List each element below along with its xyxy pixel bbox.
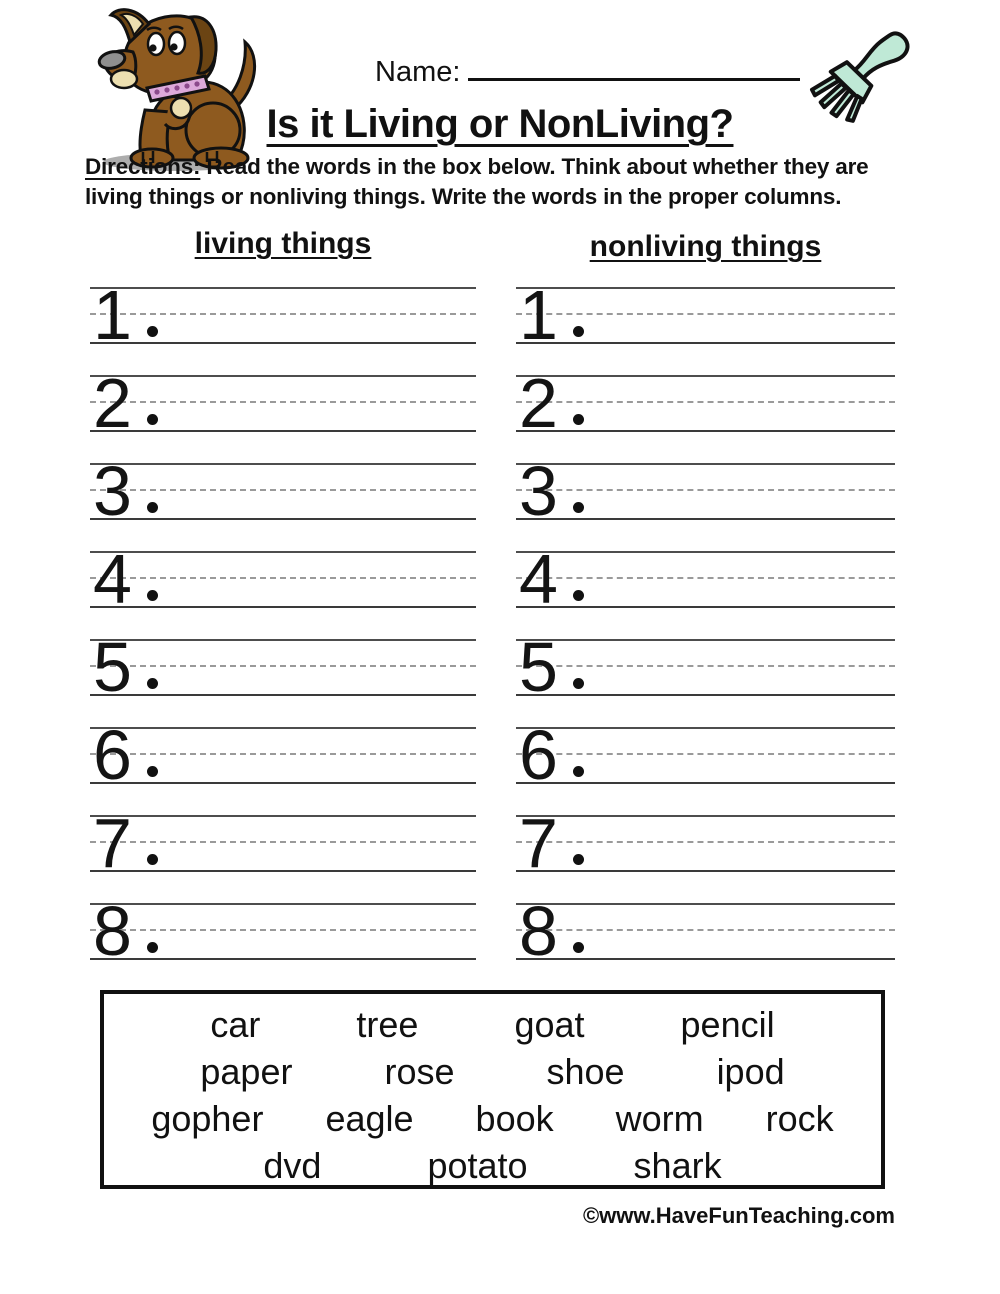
dashed-midline xyxy=(90,753,476,755)
writing-line-row xyxy=(516,540,895,618)
word-bank-word: tree xyxy=(356,1003,419,1045)
dashed-midline xyxy=(516,841,895,843)
dashed-midline xyxy=(516,313,895,315)
page-title: Is it Living or NonLiving? xyxy=(266,102,734,146)
writing-line-row xyxy=(90,716,476,794)
number-period-dot xyxy=(147,326,158,337)
number-period-dot xyxy=(573,942,584,953)
directions-line-1: Read the words in the box below. Think about whether they are xyxy=(206,154,869,179)
dashed-midline xyxy=(90,313,476,315)
writing-line-row xyxy=(516,452,895,530)
writing-line-row xyxy=(90,364,476,442)
number-period-dot xyxy=(147,942,158,953)
dashed-midline xyxy=(90,577,476,579)
number-period-dot xyxy=(573,326,584,337)
dashed-midline xyxy=(516,753,895,755)
row-number: 7 xyxy=(93,804,132,882)
writing-line-row xyxy=(90,540,476,618)
row-number: 5 xyxy=(93,628,132,706)
dashed-midline xyxy=(516,577,895,579)
word-bank-word: eagle xyxy=(325,1097,414,1139)
writing-line-row xyxy=(516,364,895,442)
number-period-dot xyxy=(573,414,584,425)
nonliving-things-header: nonliving things xyxy=(589,230,822,263)
row-number: 2 xyxy=(93,364,132,442)
row-number: 1 xyxy=(519,276,558,354)
writing-line-row xyxy=(90,276,476,354)
number-period-dot xyxy=(147,502,158,513)
row-number: 7 xyxy=(519,804,558,882)
dog-icon xyxy=(95,2,280,174)
dashed-midline xyxy=(516,665,895,667)
dashed-midline xyxy=(90,841,476,843)
directions-line-2: living things or nonliving things. Write the words in the proper columns. xyxy=(85,184,842,209)
writing-line-row xyxy=(516,276,895,354)
word-bank-word: shoe xyxy=(546,1050,625,1092)
writing-line-row xyxy=(90,804,476,882)
word-bank-row xyxy=(104,1048,881,1095)
writing-line-row xyxy=(516,716,895,794)
dashed-midline xyxy=(516,489,895,491)
number-period-dot xyxy=(573,678,584,689)
dashed-midline xyxy=(516,929,895,931)
living-things-rows xyxy=(90,276,476,970)
number-period-dot xyxy=(573,502,584,513)
word-bank-word: dvd xyxy=(263,1144,322,1186)
row-number: 1 xyxy=(93,276,132,354)
word-bank-row xyxy=(104,1142,881,1189)
nonliving-things-rows xyxy=(516,276,895,970)
row-number: 6 xyxy=(93,716,132,794)
number-period-dot xyxy=(573,590,584,601)
name-label: Name: xyxy=(375,56,461,88)
number-period-dot xyxy=(573,766,584,777)
word-bank-word: rose xyxy=(384,1050,455,1092)
row-number: 8 xyxy=(93,892,132,970)
writing-line-row xyxy=(90,892,476,970)
number-period-dot xyxy=(147,590,158,601)
directions-text xyxy=(85,152,900,212)
dog-clipart-icon xyxy=(95,2,280,174)
word-bank-word: goat xyxy=(514,1003,585,1045)
row-number: 6 xyxy=(519,716,558,794)
row-number: 5 xyxy=(519,628,558,706)
dashed-midline xyxy=(90,929,476,931)
living-things-header: living things xyxy=(194,227,372,260)
writing-line-row xyxy=(516,892,895,970)
dashed-midline xyxy=(90,489,476,491)
word-bank-word: car xyxy=(210,1003,261,1045)
word-bank-word: worm xyxy=(615,1097,704,1139)
directions-label: Directions: xyxy=(85,154,201,179)
word-bank-word: gopher xyxy=(151,1097,264,1139)
word-bank-row xyxy=(104,1095,881,1142)
row-number: 8 xyxy=(519,892,558,970)
word-bank-word: rock xyxy=(765,1097,834,1139)
number-period-dot xyxy=(573,854,584,865)
row-number: 4 xyxy=(519,540,558,618)
row-number: 4 xyxy=(93,540,132,618)
word-bank-word: pencil xyxy=(680,1003,775,1045)
writing-line-row xyxy=(516,628,895,706)
copyright-text: ©www.HaveFunTeaching.com xyxy=(582,1203,895,1228)
word-bank-word: shark xyxy=(633,1144,722,1186)
row-number: 2 xyxy=(519,364,558,442)
dashed-midline xyxy=(90,401,476,403)
dashed-midline xyxy=(516,401,895,403)
name-field-row xyxy=(375,56,800,89)
writing-line-row xyxy=(90,628,476,706)
number-period-dot xyxy=(147,414,158,425)
dashed-midline xyxy=(90,665,476,667)
writing-line-row xyxy=(516,804,895,882)
writing-line-row xyxy=(90,452,476,530)
number-period-dot xyxy=(147,854,158,865)
word-bank-word: ipod xyxy=(716,1050,785,1092)
row-number: 3 xyxy=(519,452,558,530)
row-number: 3 xyxy=(93,452,132,530)
number-period-dot xyxy=(147,678,158,689)
word-bank-word: paper xyxy=(200,1050,293,1092)
nonliving-things-column xyxy=(516,227,895,991)
word-bank-word: potato xyxy=(427,1144,528,1186)
name-blank-line xyxy=(468,57,800,81)
living-things-column xyxy=(90,227,476,991)
word-bank-word: book xyxy=(475,1097,554,1139)
word-bank-row xyxy=(104,1001,881,1048)
word-bank-box xyxy=(100,990,885,1189)
number-period-dot xyxy=(147,766,158,777)
